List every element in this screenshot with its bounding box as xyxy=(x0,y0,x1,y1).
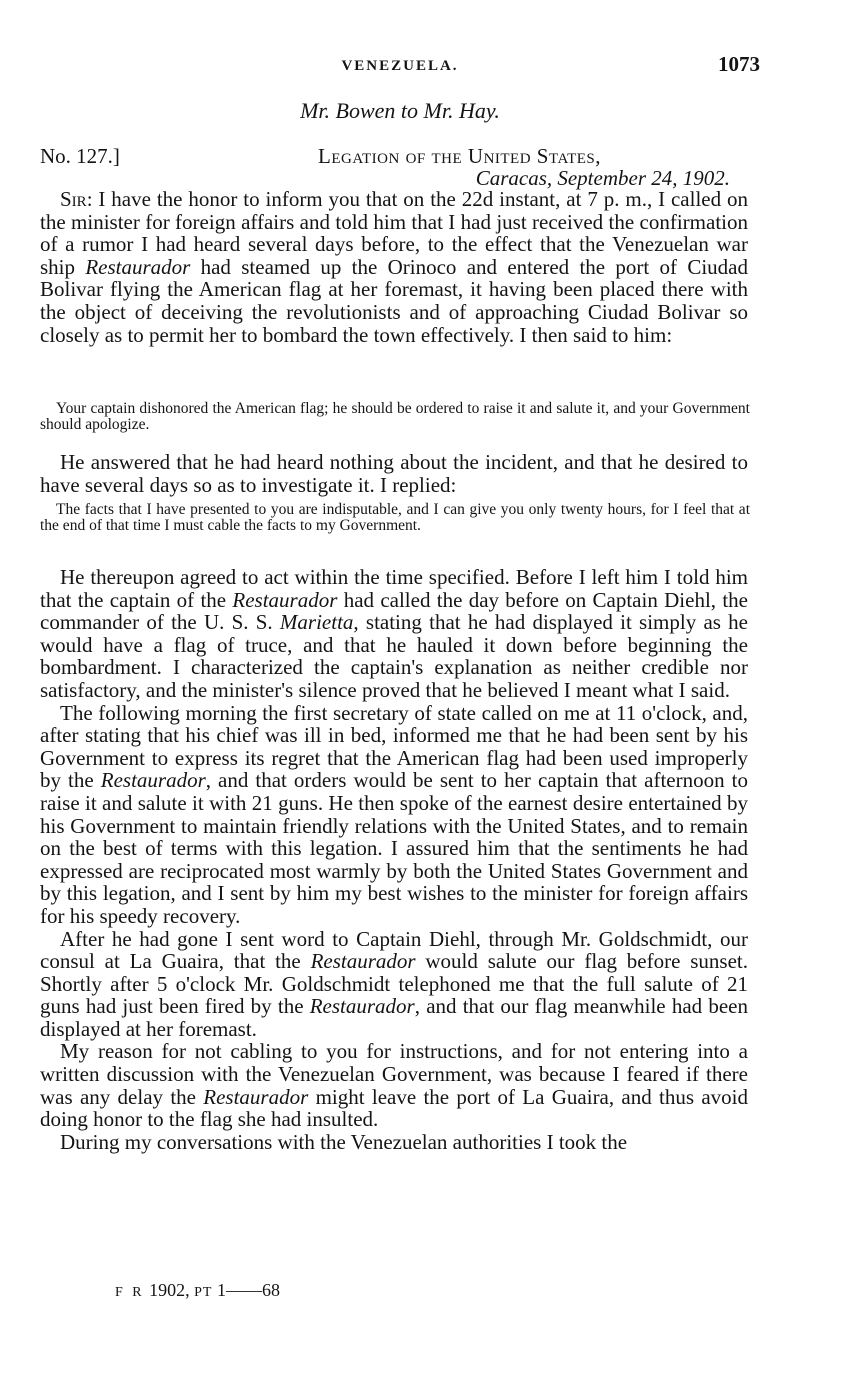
page-number: 1073 xyxy=(718,52,760,76)
paragraph-opening xyxy=(40,188,748,346)
quote-text: Your captain dishonored the American flag; he should be ordered to raise it and salute it, and your Government should apologize. xyxy=(40,400,750,434)
text-run: The following morning the first secretary of state called on me at 11 o'clock, and, after stating that his chief was ill in bed, informed me that he had been sent by his Government to express its regret that the American flag had been used improperly by the xyxy=(40,700,748,793)
legation-header: Legation of the United States, xyxy=(318,144,602,168)
paragraph-agreement xyxy=(40,566,748,702)
footer-series: F R xyxy=(115,1285,145,1300)
text-run: , and that our flag meanwhile had been displayed at her foremast. xyxy=(40,994,748,1041)
text-run: , and that orders would be sent to her captain that afternoon to raise it and salute it with 21 guns. He then spoke of the earnest desire entertained by his Government to maintain friendly relations with the United States, and to remain on the best of terms with this legation. I assured him that the sentiments he had expressed are reciprocated most warmly by both the United States Government and by this legation, and I sent by him my best wishes to the minister for foreign affairs for his speedy recovery. xyxy=(40,768,749,928)
text-run: My reason for not cabling to you for instructions, and for not entering into a written discussion with the Venezuelan Government, was because I feared if there was any delay the xyxy=(40,1039,748,1109)
paragraph-continued: During my conversations with the Venezuelan authorities I took the xyxy=(60,1129,628,1154)
paragraph-reply: He answered that he had heard nothing about the incident, and that he desired to have several days so as to investigate it. I replied: xyxy=(40,450,748,497)
running-title: VENEZUELA. xyxy=(341,58,459,74)
text-run: : I have the honor to inform you that on the 22d instant, at 7 p. m., I called on the minister for foreign affairs and told him that I had just received the confirmation of a rumor I had heard several days before, to the effect that the Venezuelan war ship xyxy=(40,187,748,279)
quotation-2 xyxy=(40,502,750,535)
paragraph-reason xyxy=(40,1040,748,1130)
quotation-1 xyxy=(40,401,750,434)
footer-part-label: PT xyxy=(194,1285,213,1300)
text-run: , stating that he had displayed it simply as he would have a flag of truce, and that he hauled it down before beginning the bombardment. I characterized the captain's explanation as neither credible nor satisfactory, and the minister's silence proved that he believed I meant what I said. xyxy=(40,610,748,702)
text-run: He thereupon agreed to act within the time specified. Before I left him I told him that the captain of the xyxy=(40,565,748,612)
footer-year: 1902, xyxy=(144,1280,195,1300)
text-run: had called the day before on Captain Diehl, the commander of the U. S. S. xyxy=(40,587,748,635)
ship-name: Restaurador xyxy=(310,949,416,974)
document-heading: Mr. Bowen to Mr. Hay. xyxy=(300,98,500,123)
place-date: Caracas, September 24, 1902. xyxy=(475,166,730,190)
quote-text: The facts that I have presented to you are indisputable, and I can give you only twenty hours, for I feel that at the end of that time I must cable the facts to my Government. xyxy=(40,501,750,535)
text-run: might leave the port of La Guaira, and thus avoid doing honor to the flag she had insulted. xyxy=(40,1084,748,1132)
footer-part-rest: 1——68 xyxy=(212,1280,280,1300)
text-run: had steamed up the Orinoco and entered the port of Ciudad Bolivar flying the American flag at her foremast, it having been placed there with the object of deceiving the revolutionists and of approaching Ciudad Bolivar so closely as to permit her to bombard the town effectively. I then said to him: xyxy=(40,254,748,347)
paragraph-salute xyxy=(40,928,748,1041)
ship-name: Restaurador xyxy=(309,994,415,1019)
paragraph-block-1 xyxy=(40,188,748,346)
ship-name: Marietta xyxy=(279,610,354,635)
text-run: After he had gone I sent word to Captain Diehl, through Mr. Goldschmidt, our consul at La Guaira, that the xyxy=(40,926,748,974)
paragraph-following-morning xyxy=(40,702,748,928)
signature-mark xyxy=(115,1280,280,1301)
document-number: No. 127.] xyxy=(40,144,120,168)
text-run: would salute our flag before sunset. Shortly after 5 o'clock Mr. Goldschmidt telephoned me that the full salute of 21 guns had just been fired by the xyxy=(40,949,748,1019)
paragraph-block-3 xyxy=(40,566,748,1153)
ship-name: Restaurador xyxy=(232,587,338,612)
ship-name: Restaurador xyxy=(85,254,191,279)
salutation: Sir xyxy=(60,187,87,211)
ship-name: Restaurador xyxy=(100,768,206,793)
paragraph-block-2 xyxy=(40,451,748,496)
running-head xyxy=(40,52,760,80)
ship-name: Restaurador xyxy=(203,1084,309,1109)
